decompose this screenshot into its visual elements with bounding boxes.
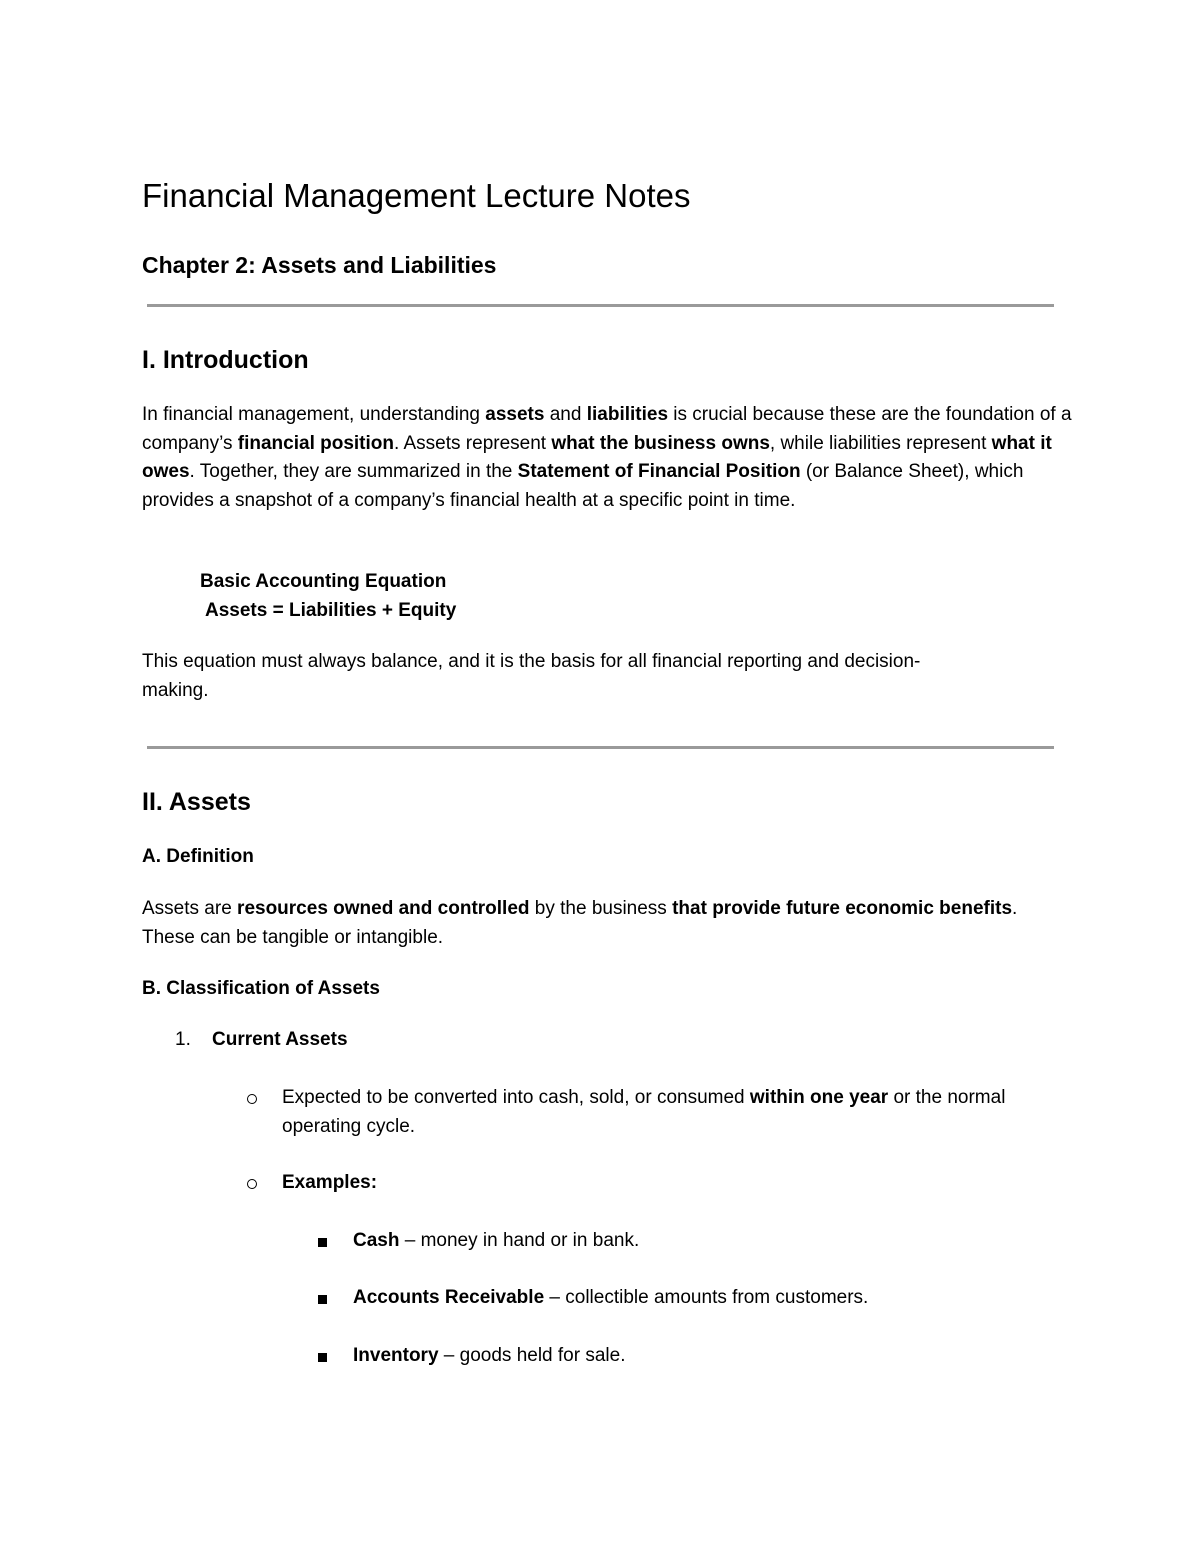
square-bullet-icon [318,1353,327,1362]
bold-term-what-business-owns: what the business owns [551,432,770,454]
text-run: . These can be tangible or intangible. [142,898,1018,948]
definition-paragraph [142,895,1072,952]
accounting-equation: Assets = Liabilities + Equity [205,600,457,621]
equation-paragraph: This equation must always balance, and it is the basis for all financial reporting and decision-making. [142,651,921,701]
text-run: Assets are [142,898,238,919]
list-item-examples: Examples: [282,1172,378,1193]
example-term: Accounts Receivable [353,1287,545,1308]
list-item-conversion [282,1084,1062,1141]
horizontal-divider [147,746,1054,749]
text-run: In financial management, understanding [142,404,486,425]
example-description: – money in hand or in bank. [399,1230,640,1251]
document-title: Financial Management Lecture Notes [142,177,691,214]
list-item-current-assets: Current Assets [212,1029,348,1050]
intro-paragraph [142,401,1072,515]
example-term: Cash [353,1230,400,1251]
section-heading-introduction: I. Introduction [142,346,309,374]
bold-term-resources-owned: resources owned and controlled [237,898,530,919]
bold-term-statement-of-financial-position: Statement of Financial Position [517,461,801,483]
equation-label: Basic Accounting Equation [200,571,447,592]
section-heading-assets: II. Assets [142,788,251,816]
bold-term-what-it-owes: what it owes [142,432,1052,483]
chapter-title: Chapter 2: Assets and Liabilities [142,252,497,278]
subheading-classification: B. Classification of Assets [142,978,380,999]
example-description: – collectible amounts from customers. [544,1287,869,1308]
example-term: Inventory [353,1345,439,1366]
text-run: . Assets represent [394,432,552,454]
text-run: by the business [529,898,673,919]
bold-term-future-benefits: that provide future economic benefits [672,898,1013,919]
text-run: Expected to be converted into cash, sold, or consumed [282,1087,750,1108]
example-description: – goods held for sale. [438,1345,626,1366]
text-run: or the normal operating cycle. [282,1087,1006,1137]
square-bullet-icon [318,1238,327,1247]
circle-bullet-icon [247,1179,257,1189]
bold-term-financial-position: financial position [237,432,394,454]
text-run: . Together, they are summarized in the [189,461,518,483]
bold-term-liabilities: liabilities [586,404,669,425]
text-run: and [544,404,587,425]
text-run: (or Balance Sheet), which provides a snapshot of a company’s financial health at a specific point in time. [142,461,1024,511]
subheading-definition: A. Definition [142,846,254,867]
example-item [353,1227,639,1256]
bold-term-assets: assets [485,404,545,425]
list-number: 1. [175,1029,191,1050]
example-item [353,1284,868,1313]
text-run: , while liabilities represent [769,432,992,454]
horizontal-divider [147,304,1054,307]
circle-bullet-icon [247,1094,257,1104]
bold-term-within-one-year: within one year [749,1087,889,1108]
example-item [353,1342,626,1371]
square-bullet-icon [318,1295,327,1304]
text-run: is crucial because these are the foundation of a company’s [142,404,1072,454]
